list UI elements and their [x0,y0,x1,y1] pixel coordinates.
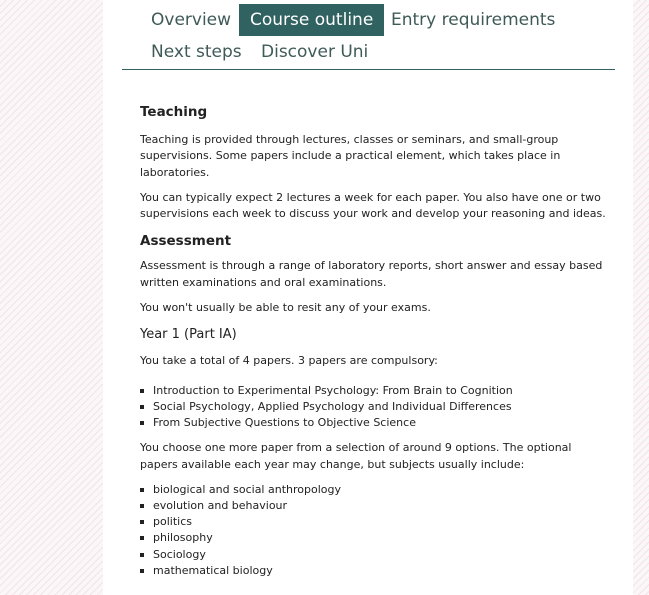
bullet-icon [140,389,144,393]
year1-intro: You take a total of 4 papers. 3 papers are compulsory: [140,354,438,368]
bullet-icon [140,536,144,540]
page-background-strip [633,0,649,595]
bullet-icon [140,405,144,409]
bullet-icon [140,421,144,425]
tab-overview[interactable]: Overview [151,10,232,30]
bullet-icon [140,488,144,492]
bullet-icon [140,553,144,557]
teaching-heading: Teaching [140,104,208,120]
assessment-paragraph-2: You won't usually be able to resit any of your exams. [140,301,431,315]
optional-papers-list [140,482,606,579]
compulsory-papers-list [140,383,606,432]
tab-course-outline[interactable]: Course outline [239,4,384,36]
teaching-paragraph-2: You can typically expect 2 lectures a week for each paper. You also have one or two supervisions each week to discuss your work and develop your reasoning and ideas. [140,190,606,221]
bullet-icon [140,520,144,524]
list-item: From Subjective Questions to Objective Science [140,415,606,431]
tabs-divider [122,69,615,70]
teaching-paragraph-1: Teaching is provided through lectures, classes or seminars, and small-group supervisions. Some papers include a practical element, which takes place in laboratories. [140,133,561,179]
list-item: Introduction to Experimental Psychology: From Brain to Cognition [140,383,606,399]
list-item: Social Psychology, Applied Psychology and Individual Differences [140,399,606,415]
tab-next-steps[interactable]: Next steps [151,42,242,62]
assessment-heading: Assessment [140,233,232,250]
list-item: philosophy [140,530,606,546]
bullet-icon [140,569,144,573]
list-item: evolution and behaviour [140,498,606,514]
bullet-icon [140,504,144,508]
year1-heading: Year 1 (Part IA) [140,327,237,343]
tab-entry-requirements[interactable]: Entry requirements [391,10,556,30]
assessment-paragraph-1: Assessment is through a range of laboratory reports, short answer and essay based written examinations and oral examinations. [140,259,603,289]
list-item: politics [140,514,606,530]
optional-papers-intro: You choose one more paper from a selection of around 9 options. The optional papers available each year may change, but subjects usually include: [140,441,572,471]
list-item: biological and social anthropology [140,482,606,498]
list-item: Sociology [140,547,606,563]
tab-discover-uni[interactable]: Discover Uni [261,42,369,62]
course-outline-content [140,102,606,579]
list-item: mathematical biology [140,563,606,579]
